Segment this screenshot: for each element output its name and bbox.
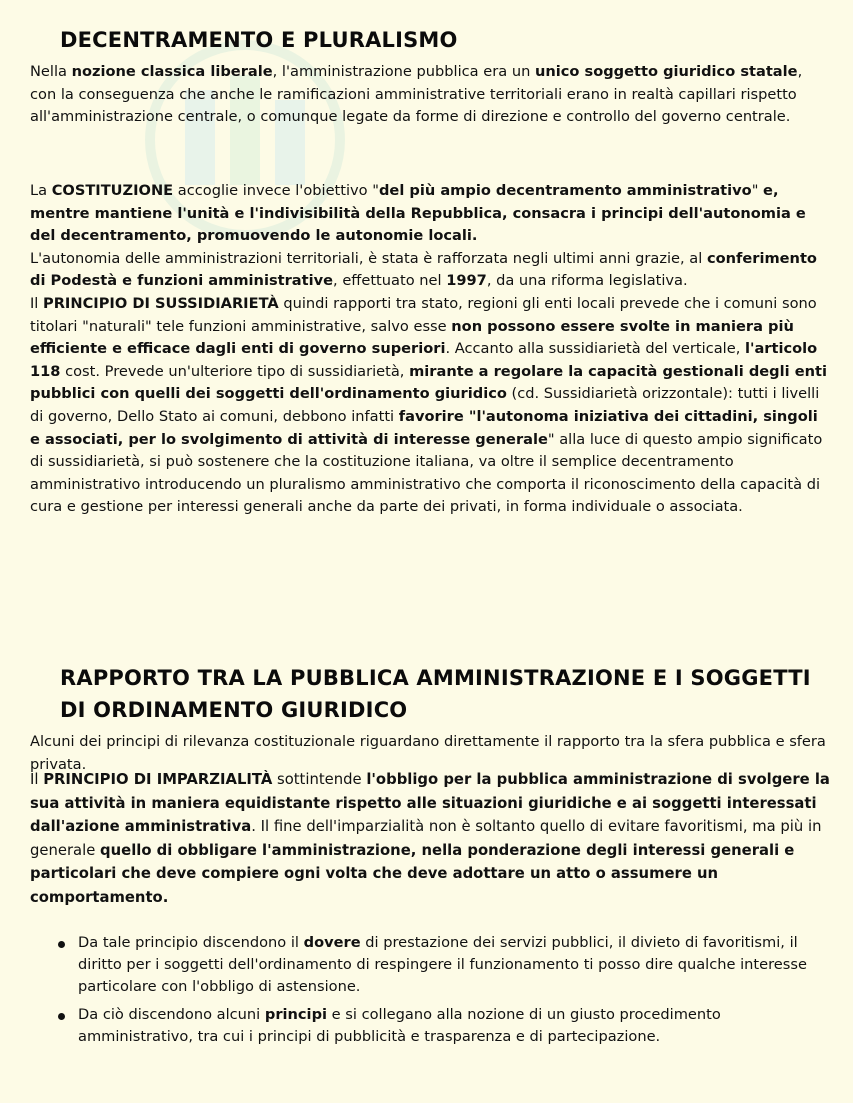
bold-text: favorire "l'autonoma iniziativa dei cittadini, singoli e associati, per lo svolgimento di attività di interesse generale [30, 407, 818, 448]
text-run: La [30, 182, 52, 199]
bold-text: 1997 [446, 272, 487, 290]
list-item [56, 932, 826, 998]
bold-text: dovere [303, 934, 361, 951]
list-item-text [78, 1006, 721, 1045]
section-title-rapporto: RAPPORTO TRA LA PUBBLICA AMMINISTRAZIONE E I SOGGETTI DI ORDINAMENTO GIURIDICO [60, 666, 811, 722]
bold-text: nozione classica liberale [71, 63, 273, 80]
text-run: , effettuato nel [333, 272, 447, 290]
text-run: . Il fine dell'imparzialità non è soltanto quello di evitare favoritismi, ma più in generale [30, 818, 822, 859]
text-run: Da tale principio discendono il [78, 934, 304, 951]
bold-text: l'articolo 118 [30, 340, 818, 380]
bold-text: principi [264, 1006, 328, 1023]
text-run: Da ciò discendono alcuni [78, 1006, 265, 1023]
text-run: , con la conseguenza che anche le ramificazioni amministrative territoriali erano in realtà capillari rispetto all'amministrazione centrale, o comunque legate da forme di direzione e controllo del governo centrale. [30, 63, 803, 126]
bold-text: PRINCIPIO DI IMPARZIALITÀ [43, 771, 273, 788]
text-run: Nella [30, 63, 72, 80]
bold-text: l'obbligo per la pubblica amministrazione di svolgere la sua attività in maniera equidistante rispetto alle situazioni giuridiche e ai soggetti interessati dall'azione amministrativa [30, 771, 830, 836]
paragraph-nozione-liberale [30, 61, 830, 129]
bold-text: unico soggetto giuridico statale [534, 63, 798, 80]
bold-text: e, mentre mantiene l'unità e l'indivisibilità della Repubblica, consacra i principi dell'autonomia e del decentramento, promuovendo le autonomie locali. [30, 182, 806, 245]
text-run: di prestazione dei servizi pubblici, il divieto di favoritismi, il diritto per i soggetti dell'ordinamento di respingere il funzionamento ti posso dire qualche interesse particolare con l'obbligo di astensione. [78, 934, 807, 995]
paragraph-costituzione [30, 180, 830, 519]
bullet-icon [58, 1013, 65, 1020]
text-run: (cd. Sussidiarietà orizzontale): tutti i livelli di governo, Dello Stato ai comuni, debbono infatti [30, 385, 820, 425]
text-run: quindi rapporti tra stato, regioni gli enti locali prevede che i comuni sono titolari "naturali" tele funzioni amministrative, salvo esse [30, 294, 817, 335]
bold-text: PRINCIPIO DI SUSSIDIARIETÀ [43, 294, 279, 312]
section-title-decentramento: DECENTRAMENTO E PLURALISMO [60, 28, 458, 52]
bold-text: mirante a regolare la capacità gestionali degli enti pubblici con quelli dei soggetti dell'ordinamento giuridico [30, 362, 827, 403]
text-run: Alcuni dei principi di rilevanza costituzionale riguardano direttamente il rapporto tra la sfera pubblica e sfera privata. [30, 733, 826, 773]
paragraph-imparzialita [30, 768, 830, 910]
list-item [56, 1004, 826, 1048]
bold-text: quello di obbligare l'amministrazione, nella ponderazione degli interessi generali e particolari che deve compiere ogni volta che deve adottare un atto o assumere un comportamento. [30, 841, 795, 906]
text-run: sottintende [272, 771, 367, 788]
text-run: , da una riforma legislativa. [486, 272, 688, 290]
text-run: " [751, 182, 764, 199]
text-run: " alla luce di questo ampio significato di sussidiarietà, si può sostenere che la costituzione italiana, va oltre il semplice decentramento amministrativo introducendo un pluralismo amministrativo che comporta il riconoscimento della capacità di cura e gestione per interessi generali anche da parte dei privati, in forma individuale o associata. [30, 430, 823, 516]
text-run: cost. Prevede un'ulteriore tipo di sussidiarietà, [60, 362, 410, 380]
bold-text: non possono essere svolte in maniera più efficiente e efficace dagli enti di governo superiori [30, 317, 794, 358]
text-run: . Accanto alla sussidiarietà del verticale, [445, 340, 745, 358]
text-run: e si collegano alla nozione di un giusto procedimento amministrativo, tra cui i principi di pubblicità e trasparenza e di partecipazione. [78, 1006, 721, 1045]
text-run: , l'amministrazione pubblica era un [272, 63, 535, 80]
text-run: Il [30, 294, 43, 312]
bold-text: conferimento di Podestà e funzioni amministrative [30, 249, 817, 290]
bold-text: del più ampio decentramento amministrativo [378, 182, 752, 199]
bullet-list [56, 932, 826, 1054]
bullet-icon [58, 941, 65, 948]
bold-text: COSTITUZIONE [51, 182, 174, 199]
list-item-text [78, 934, 807, 995]
text-run: L'autonomia delle amministrazioni territoriali, è stata è rafforzata negli ultimi anni grazie, al [30, 249, 707, 267]
text-run: accoglie invece l'obiettivo " [173, 182, 379, 199]
text-run: Il [30, 771, 44, 788]
